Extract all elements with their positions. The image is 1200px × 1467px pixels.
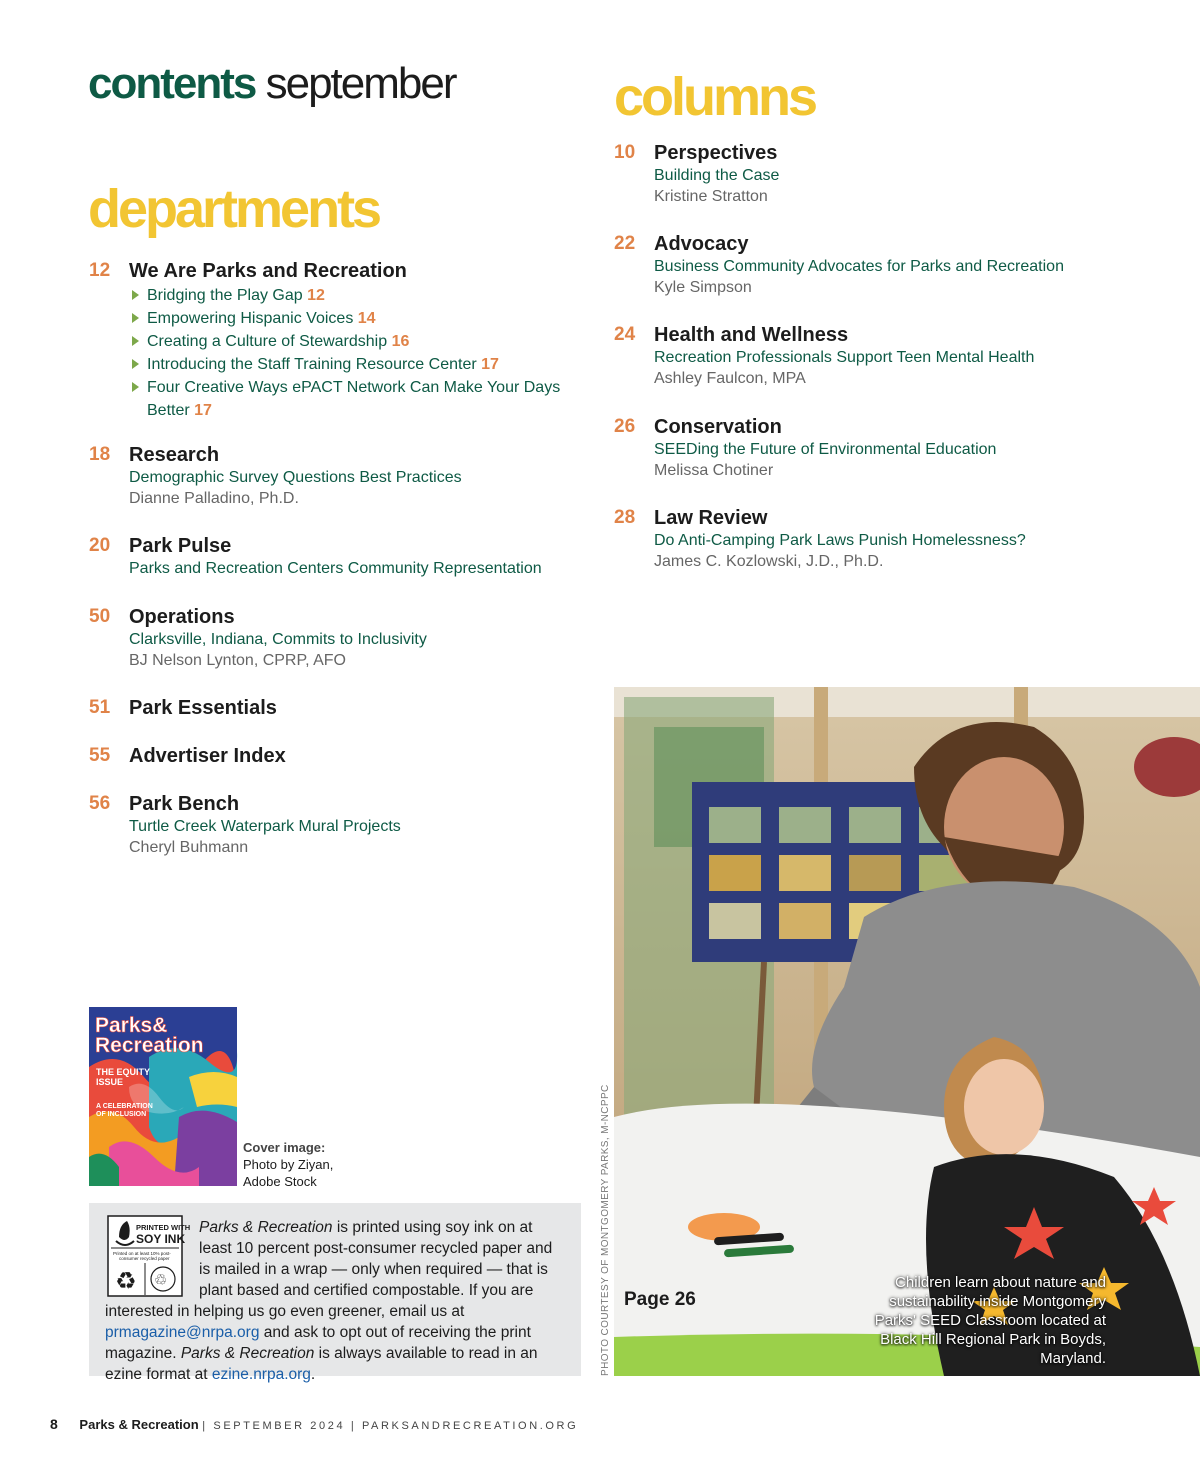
entry-page: 26 bbox=[614, 416, 636, 437]
page-number: 8 bbox=[50, 1416, 58, 1432]
columns-title: columns bbox=[614, 67, 816, 127]
dept-entry-research[interactable] bbox=[89, 444, 569, 510]
svg-text:Printed on at least 10% post-: Printed on at least 10% post- bbox=[113, 1251, 171, 1256]
feature-title[interactable]: We Are Parks and Recreation bbox=[129, 260, 407, 282]
publication-name: Parks & Recreation bbox=[180, 1345, 315, 1362]
photo-page-label[interactable]: Page 26 bbox=[624, 1289, 696, 1310]
entry-author: Kyle Simpson bbox=[654, 279, 752, 296]
entry-author: Dianne Palladino, Ph.D. bbox=[129, 490, 299, 507]
feature-bullet[interactable]: Creating a Culture of Stewardship 16 bbox=[129, 330, 569, 353]
svg-text:consumer recycled paper: consumer recycled paper bbox=[119, 1256, 170, 1261]
entry-subtitle[interactable]: Business Community Advocates for Parks and Recreation bbox=[654, 258, 1064, 275]
publication-name: Parks & Recreation bbox=[199, 1219, 333, 1236]
cover-caption bbox=[243, 1139, 333, 1190]
entry-subtitle[interactable]: Building the Case bbox=[654, 167, 780, 184]
print-notice-body: is printed using soy ink on at least 10 percent post-consumer recycled paper and is mailed in a wrap — only when required — that is plant based and certified compostable. If you are interested in helping us go even greener, email us at bbox=[105, 1219, 553, 1320]
entry-page: 24 bbox=[614, 324, 636, 345]
departments-title: departments bbox=[88, 179, 380, 239]
feature-page: 12 bbox=[89, 260, 111, 281]
entry-author: Cheryl Buhmann bbox=[129, 839, 249, 856]
entry-author: BJ Nelson Lynton, CPRP, AFO bbox=[129, 652, 346, 669]
entry-subtitle[interactable]: Parks and Recreation Centers Community Representation bbox=[129, 560, 542, 577]
entry-title[interactable]: Law Review bbox=[654, 507, 768, 529]
masthead bbox=[88, 59, 456, 108]
cover-caption-line: Adobe Stock bbox=[243, 1174, 317, 1189]
column-entry-health-wellness[interactable] bbox=[614, 324, 1094, 390]
svg-text:Recreation: Recreation bbox=[95, 1034, 204, 1057]
feature-bullet[interactable]: Bridging the Play Gap 12 bbox=[129, 284, 569, 307]
cover-caption-label: Cover image: bbox=[243, 1140, 326, 1155]
column-entry-advocacy[interactable] bbox=[614, 233, 1094, 299]
entry-title[interactable]: Perspectives bbox=[654, 142, 778, 164]
triangle-bullet-icon bbox=[132, 313, 139, 323]
footer-issue: | SEPTEMBER 2024 | PARKSANDRECREATION.ORG bbox=[202, 1420, 579, 1432]
print-notice-body: is always available to read in an ezine format at bbox=[105, 1345, 538, 1383]
svg-text:SOY INK: SOY INK bbox=[136, 1232, 186, 1246]
dept-entry-park-essentials[interactable] bbox=[89, 697, 569, 721]
svg-text:♻: ♻ bbox=[115, 1267, 137, 1295]
feature-bullet[interactable]: Four Creative Ways ePACT Network Can Make Your Days Better 17 bbox=[129, 376, 569, 422]
entry-author: Kristine Stratton bbox=[654, 188, 768, 205]
triangle-bullet-icon bbox=[132, 290, 139, 300]
print-notice-box bbox=[89, 1203, 581, 1383]
entry-title[interactable]: Operations bbox=[129, 606, 235, 628]
entry-subtitle[interactable]: Recreation Professionals Support Teen Mental Health bbox=[654, 349, 1035, 366]
feature-bullet[interactable]: Empowering Hispanic Voices 14 bbox=[129, 307, 569, 330]
entry-page: 55 bbox=[89, 745, 111, 766]
entry-page: 50 bbox=[89, 606, 111, 627]
entry-page: 56 bbox=[89, 793, 111, 814]
photo-caption: Children learn about nature and sustainability inside Montgomery Parks' SEED Classroom located at Black Hill Regional Park in Boyds, Maryland. bbox=[874, 1274, 1106, 1367]
masthead-contents: contents bbox=[88, 59, 256, 108]
dept-entry-park-pulse[interactable] bbox=[89, 535, 569, 581]
cover-art-image bbox=[89, 1007, 237, 1186]
feature-bullet-list bbox=[129, 284, 569, 422]
entry-subtitle[interactable]: Do Anti-Camping Park Laws Punish Homelessness? bbox=[654, 532, 1026, 549]
svg-text:A CELEBRATION: A CELEBRATION bbox=[96, 1103, 153, 1110]
dept-entry-park-bench[interactable] bbox=[89, 793, 569, 859]
feature-entry[interactable] bbox=[89, 260, 569, 430]
email-link[interactable]: prmagazine@nrpa.org bbox=[105, 1324, 260, 1341]
entry-author: James C. Kozlowski, J.D., Ph.D. bbox=[654, 553, 884, 570]
svg-text:ISSUE: ISSUE bbox=[96, 1077, 124, 1087]
svg-text:THE EQUITY: THE EQUITY bbox=[96, 1067, 151, 1077]
entry-page: 18 bbox=[89, 444, 111, 465]
page-footer bbox=[50, 1416, 578, 1432]
entry-subtitle[interactable]: Clarksville, Indiana, Commits to Inclusivity bbox=[129, 631, 427, 648]
entry-page: 20 bbox=[89, 535, 111, 556]
svg-text:PRINTED WITH: PRINTED WITH bbox=[136, 1223, 191, 1232]
feature-bullet[interactable]: Introducing the Staff Training Resource Center 17 bbox=[129, 353, 569, 376]
entry-title[interactable]: Park Bench bbox=[129, 793, 240, 815]
photo-credit: PHOTO COURTESY OF MONTGOMERY PARKS, M-NCPPC bbox=[600, 1084, 611, 1376]
entry-title[interactable]: Advertiser Index bbox=[129, 745, 286, 767]
masthead-month: september bbox=[265, 59, 456, 108]
entry-title[interactable]: Park Pulse bbox=[129, 535, 232, 557]
entry-subtitle[interactable]: SEEDing the Future of Environmental Education bbox=[654, 441, 997, 458]
print-notice-body: and ask to opt out of receiving the print magazine. bbox=[105, 1324, 531, 1362]
entry-author: Melissa Chotiner bbox=[654, 462, 774, 479]
ezine-link[interactable]: ezine.nrpa.org bbox=[211, 1366, 311, 1383]
print-notice-body: . bbox=[310, 1366, 316, 1383]
entry-subtitle[interactable]: Turtle Creek Waterpark Mural Projects bbox=[129, 818, 401, 835]
entry-author: Ashley Faulcon, MPA bbox=[654, 370, 806, 387]
triangle-bullet-icon bbox=[132, 359, 139, 369]
column-entry-perspectives[interactable] bbox=[614, 142, 1094, 208]
column-entry-conservation[interactable] bbox=[614, 416, 1094, 482]
entry-title[interactable]: Health and Wellness bbox=[654, 324, 849, 346]
svg-text:♲: ♲ bbox=[154, 1271, 168, 1289]
entry-page: 28 bbox=[614, 507, 636, 528]
entry-page: 51 bbox=[89, 697, 111, 718]
dept-entry-operations[interactable] bbox=[89, 606, 569, 672]
entry-title[interactable]: Research bbox=[129, 444, 220, 466]
entry-title[interactable]: Park Essentials bbox=[129, 697, 277, 719]
entry-title[interactable]: Advocacy bbox=[654, 233, 749, 255]
entry-title[interactable]: Conservation bbox=[654, 416, 782, 438]
entry-page: 10 bbox=[614, 142, 636, 163]
entry-subtitle[interactable]: Demographic Survey Questions Best Practices bbox=[129, 469, 462, 486]
svg-text:Parks&: Parks& bbox=[95, 1014, 168, 1037]
print-notice-text bbox=[105, 1217, 567, 1385]
cover-thumbnail[interactable] bbox=[89, 1007, 237, 1186]
cover-caption-line: Photo by Ziyan, bbox=[243, 1157, 334, 1172]
column-entry-law-review[interactable] bbox=[614, 507, 1094, 573]
dept-entry-advertiser-index[interactable] bbox=[89, 745, 569, 769]
entry-page: 22 bbox=[614, 233, 636, 254]
svg-text:OF INCLUSION: OF INCLUSION bbox=[96, 1111, 147, 1118]
footer-publication: Parks & Recreation bbox=[79, 1417, 199, 1432]
triangle-bullet-icon bbox=[132, 336, 139, 346]
triangle-bullet-icon bbox=[132, 382, 139, 392]
